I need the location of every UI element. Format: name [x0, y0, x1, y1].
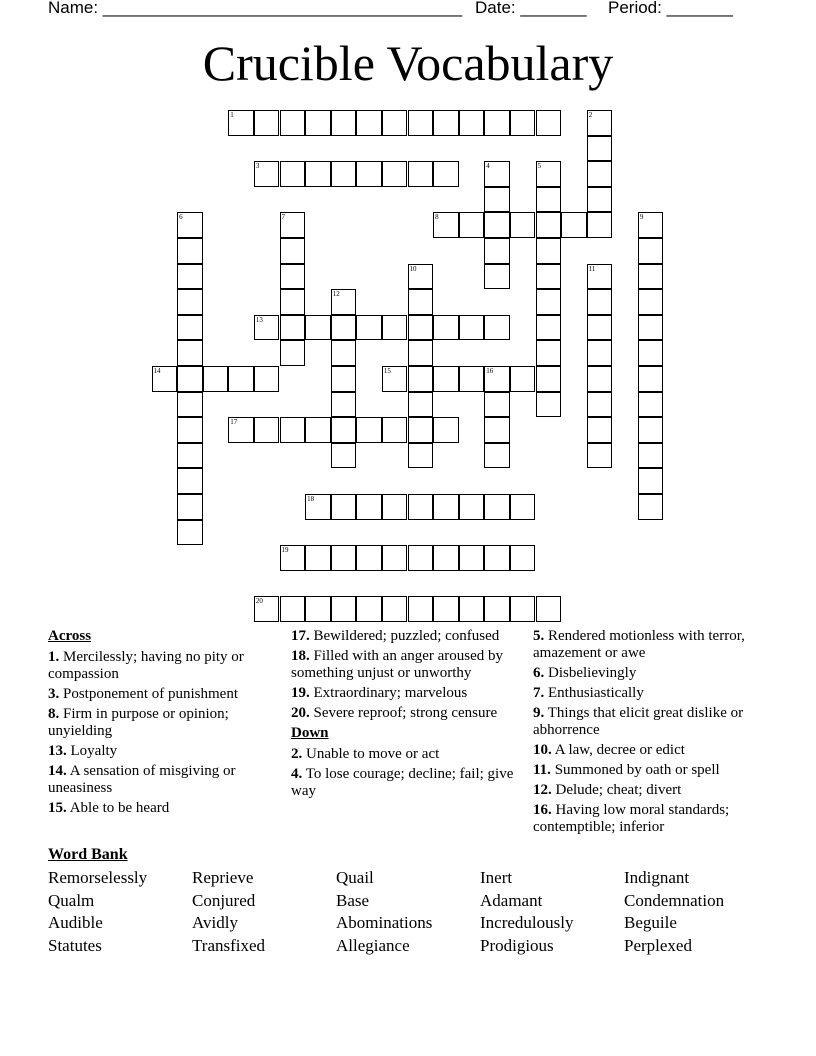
crossword-cell[interactable] — [484, 264, 510, 290]
clue-down-10: 10. A law, decree or edict — [533, 742, 685, 758]
crossword-cell[interactable] — [331, 392, 357, 418]
crossword-cell[interactable] — [356, 545, 382, 571]
crossword-cell[interactable] — [638, 366, 664, 392]
clue-across-20: 20. Severe reproof; strong censure — [291, 705, 498, 721]
crossword-cell[interactable] — [177, 340, 203, 366]
word-bank-word: Perplexed — [624, 936, 692, 955]
crossword-cell[interactable] — [305, 545, 331, 571]
crossword-cell[interactable] — [433, 494, 459, 520]
crossword-cell[interactable] — [484, 392, 510, 418]
crossword-cell[interactable] — [638, 315, 664, 341]
crossword-cell[interactable] — [484, 545, 510, 571]
crossword-cell[interactable] — [510, 110, 536, 136]
crossword-cell[interactable] — [177, 392, 203, 418]
clue-number: 9 — [639, 213, 644, 222]
crossword-cell[interactable] — [408, 596, 434, 622]
crossword-cell[interactable] — [638, 264, 664, 290]
crossword-cell[interactable] — [536, 315, 562, 341]
date-field[interactable]: Date: _______ — [475, 0, 587, 17]
crossword-cell[interactable] — [638, 417, 664, 443]
clue-across-8: 8. Firm in purpose or opinion; unyielding — [48, 706, 229, 739]
clue-across-1: 1. Mercilessly; having no pity or compassion — [48, 649, 244, 682]
crossword-cell[interactable] — [484, 366, 510, 392]
word-bank-word: Base — [336, 891, 370, 910]
crossword-cell[interactable] — [382, 110, 408, 136]
crossword-cell[interactable] — [331, 110, 357, 136]
crossword-cell[interactable] — [408, 545, 434, 571]
crossword-cell[interactable] — [587, 110, 613, 136]
clue-down-12: 12. Delude; cheat; divert — [533, 782, 682, 798]
crossword-cell[interactable] — [408, 315, 434, 341]
clue-number: 17 — [230, 418, 238, 427]
crossword-cell[interactable] — [305, 161, 331, 187]
clue-across-14: 14. A sensation of misgiving or uneasiness — [48, 763, 236, 796]
word-bank-word: Adamant — [480, 891, 543, 910]
clue-number: 11 — [588, 264, 596, 273]
clue-number: 3 — [255, 162, 260, 171]
clue-number: 18 — [307, 495, 315, 503]
crossword-cell[interactable] — [484, 315, 510, 341]
crossword-cell[interactable] — [638, 468, 664, 494]
crossword-cell[interactable] — [536, 392, 562, 418]
crossword-cell[interactable] — [433, 417, 459, 443]
clue-down-4: 4. To lose courage; decline; fail; give way — [291, 766, 514, 799]
crossword-cell[interactable] — [331, 596, 357, 622]
crossword-cell[interactable] — [280, 110, 306, 136]
crossword-cell[interactable] — [484, 161, 510, 187]
crossword-cell[interactable] — [587, 392, 613, 418]
crossword-cell[interactable] — [331, 443, 357, 469]
clue-down-2: 2. Unable to move or act — [291, 746, 440, 762]
crossword-cell[interactable] — [638, 238, 664, 264]
name-field[interactable]: Name: ______________________________________ — [48, 0, 463, 17]
crossword-cell[interactable] — [433, 545, 459, 571]
clue-number: 4 — [486, 162, 490, 171]
crossword-cell[interactable] — [587, 187, 613, 213]
clue-across-3: 3. Postponement of punishment — [48, 686, 238, 702]
crossword-cell[interactable] — [510, 212, 536, 238]
crossword-cell[interactable] — [484, 238, 510, 264]
crossword-cell[interactable] — [587, 340, 613, 366]
crossword-cell[interactable] — [587, 366, 613, 392]
crossword-cell[interactable] — [177, 417, 203, 443]
word-bank-title: Word Bank — [48, 846, 128, 863]
crossword-cell[interactable] — [228, 366, 254, 392]
crossword-cell[interactable] — [536, 212, 562, 238]
crossword-cell[interactable] — [536, 340, 562, 366]
word-bank-word: Indignant — [624, 868, 690, 887]
crossword-cell[interactable] — [254, 417, 280, 443]
clue-across-18: 18. Filled with an anger aroused by something unjust or unworthy — [291, 648, 504, 681]
crossword-cell[interactable] — [305, 417, 331, 443]
clue-number: 13 — [255, 315, 263, 324]
clue-number: 8 — [435, 213, 439, 222]
crossword-cell[interactable] — [280, 417, 306, 443]
crossword-cell[interactable] — [254, 161, 280, 187]
crossword-cell[interactable] — [459, 366, 485, 392]
crossword-cell[interactable] — [433, 212, 459, 238]
crossword-cell[interactable] — [408, 340, 434, 366]
word-bank-word: Avidly — [192, 913, 238, 932]
clue-number: 5 — [537, 162, 541, 171]
crossword-cell[interactable] — [280, 238, 306, 264]
crossword-cell[interactable] — [587, 161, 613, 187]
page-title: Crucible Vocabulary — [202, 35, 614, 91]
crossword-cell[interactable] — [382, 417, 408, 443]
word-bank-word: Reprieve — [192, 868, 254, 887]
crossword-cell[interactable] — [280, 212, 306, 238]
crossword-cell[interactable] — [382, 494, 408, 520]
crossword-cell[interactable] — [177, 494, 203, 520]
crossword-cell[interactable] — [331, 366, 357, 392]
crossword-cell[interactable] — [280, 315, 306, 341]
crossword-cell[interactable] — [382, 366, 408, 392]
clue-number: 10 — [409, 264, 417, 273]
crossword-cell[interactable] — [459, 545, 485, 571]
clue-across-13: 13. Loyalty — [48, 743, 118, 759]
crossword-cell[interactable] — [536, 161, 562, 187]
crossword-cell[interactable] — [408, 443, 434, 469]
crossword-cell[interactable] — [177, 212, 203, 238]
crossword-cell[interactable] — [536, 238, 562, 264]
clue-down-11: 11. Summoned by oath or spell — [533, 762, 720, 778]
word-bank-word: Remorselessly — [48, 868, 148, 887]
crossword-cell[interactable] — [177, 366, 203, 392]
clue-number: 16 — [486, 367, 494, 375]
crossword-cell[interactable] — [382, 161, 408, 187]
crossword-cell[interactable] — [638, 443, 664, 469]
crossword-cell[interactable] — [356, 596, 382, 622]
crossword-cell[interactable] — [510, 494, 536, 520]
crossword-cell[interactable] — [587, 212, 613, 238]
crossword-cell[interactable] — [305, 110, 331, 136]
word-bank-word: Quail — [336, 868, 374, 887]
clue-number: 7 — [281, 213, 285, 222]
crossword-cell[interactable] — [408, 289, 434, 315]
crossword-cell[interactable] — [638, 212, 664, 238]
crossword-cell[interactable] — [408, 366, 434, 392]
word-bank-word: Qualm — [48, 891, 95, 910]
crossword-cell[interactable] — [484, 417, 510, 443]
word-bank-word: Audible — [48, 913, 103, 932]
crossword-cell[interactable] — [331, 161, 357, 187]
crossword-cell[interactable] — [280, 289, 306, 315]
clue-down-9: 9. Things that elicit great dislike or abhorrence — [533, 705, 744, 738]
clue-column-2 — [291, 628, 523, 803]
crossword-cell[interactable] — [433, 110, 459, 136]
crossword-cell[interactable] — [484, 443, 510, 469]
crossword-cell[interactable] — [484, 494, 510, 520]
crossword-cell[interactable] — [536, 110, 562, 136]
crossword-cell[interactable] — [484, 596, 510, 622]
crossword-cell[interactable] — [280, 545, 306, 571]
crossword-cell[interactable] — [331, 545, 357, 571]
crossword-cell[interactable] — [177, 443, 203, 469]
crossword-cell[interactable] — [433, 366, 459, 392]
crossword-cell[interactable] — [433, 161, 459, 187]
crossword-cell[interactable] — [638, 392, 664, 418]
crossword-cell[interactable] — [356, 110, 382, 136]
clue-down-7: 7. Enthusiastically — [533, 685, 644, 701]
crossword-cell[interactable] — [177, 468, 203, 494]
crossword-cell[interactable] — [228, 110, 254, 136]
down-heading: Down — [291, 725, 329, 741]
crossword-cell[interactable] — [356, 161, 382, 187]
word-bank-word: Incredulously — [480, 913, 574, 932]
clue-number: 20 — [255, 597, 263, 606]
crossword-cell[interactable] — [459, 315, 485, 341]
crossword-cell[interactable] — [203, 366, 229, 392]
crossword-cell[interactable] — [510, 545, 536, 571]
word-bank-word: Inert — [480, 868, 513, 887]
crossword-cell[interactable] — [280, 596, 306, 622]
crossword-cell[interactable] — [510, 596, 536, 622]
crossword-cell[interactable] — [408, 494, 434, 520]
clue-across-17: 17. Bewildered; puzzled; confused — [291, 628, 500, 644]
crossword-cell[interactable] — [280, 161, 306, 187]
crossword-cell[interactable] — [408, 161, 434, 187]
word-bank-word: Prodigious — [480, 936, 554, 955]
crossword-cell[interactable] — [382, 545, 408, 571]
crossword-cell[interactable] — [536, 187, 562, 213]
clue-column-3 — [533, 628, 769, 839]
clue-number: 15 — [383, 367, 391, 375]
crossword-cell[interactable] — [459, 212, 485, 238]
crossword-cell[interactable] — [254, 110, 280, 136]
crossword-cell[interactable] — [459, 494, 485, 520]
word-bank-word: Abominations — [336, 913, 433, 932]
word-bank-word: Transfixed — [192, 936, 266, 955]
crossword-cell[interactable] — [587, 264, 613, 290]
clue-number: 19 — [281, 546, 289, 555]
period-field[interactable]: Period: _______ — [608, 0, 733, 17]
crossword-cell[interactable] — [254, 366, 280, 392]
crossword-cell[interactable] — [536, 264, 562, 290]
crossword-cell[interactable] — [228, 417, 254, 443]
crossword-cell[interactable] — [408, 392, 434, 418]
crossword-cell[interactable] — [408, 417, 434, 443]
crossword-cell[interactable] — [459, 596, 485, 622]
crossword-cell[interactable] — [382, 315, 408, 341]
crossword-cell[interactable] — [536, 366, 562, 392]
crossword-cell[interactable] — [484, 212, 510, 238]
crossword-cell[interactable] — [305, 596, 331, 622]
crossword-cell[interactable] — [331, 315, 357, 341]
clue-down-5: 5. Rendered motionless with terror, amazement or awe — [533, 628, 745, 661]
crossword-cell[interactable] — [280, 264, 306, 290]
crossword-cell[interactable] — [177, 238, 203, 264]
crossword-cell[interactable] — [177, 520, 203, 546]
crossword-cell[interactable] — [305, 494, 331, 520]
crossword-cell[interactable] — [587, 443, 613, 469]
crossword-cell[interactable] — [587, 136, 613, 162]
word-bank-word: Beguile — [624, 913, 677, 932]
crossword-cell[interactable] — [331, 494, 357, 520]
crossword-cell[interactable] — [254, 596, 280, 622]
word-bank-word: Statutes — [48, 936, 102, 955]
clue-column-1 — [48, 628, 278, 820]
crossword-cell[interactable] — [536, 289, 562, 315]
crossword-cell[interactable] — [408, 264, 434, 290]
crossword-cell[interactable] — [280, 340, 306, 366]
crossword-cell[interactable] — [305, 315, 331, 341]
crossword-cell[interactable] — [587, 315, 613, 341]
across-heading: Across — [48, 628, 92, 644]
crossword-cell[interactable] — [536, 596, 562, 622]
crossword-cell[interactable] — [484, 187, 510, 213]
clue-number: 1 — [230, 111, 234, 119]
crossword-cell[interactable] — [638, 340, 664, 366]
crossword-cell[interactable] — [408, 110, 434, 136]
crossword-cell[interactable] — [331, 417, 357, 443]
crossword-cell[interactable] — [177, 315, 203, 341]
crossword-cell[interactable] — [638, 494, 664, 520]
clue-down-16: 16. Having low moral standards; contemptible; inferior — [533, 802, 730, 835]
crossword-cell[interactable] — [331, 340, 357, 366]
crossword-cell[interactable] — [382, 596, 408, 622]
crossword-cell[interactable] — [356, 315, 382, 341]
crossword-cell[interactable] — [177, 289, 203, 315]
crossword-cell[interactable] — [510, 366, 536, 392]
crossword-cell[interactable] — [254, 315, 280, 341]
crossword-cell[interactable] — [331, 289, 357, 315]
clue-across-19: 19. Extraordinary; marvelous — [291, 685, 468, 701]
crossword-cell[interactable] — [459, 110, 485, 136]
crossword-cell[interactable] — [356, 494, 382, 520]
crossword-cell[interactable] — [587, 417, 613, 443]
clue-number: 6 — [179, 213, 183, 222]
clue-down-6: 6. Disbelievingly — [533, 665, 637, 681]
crossword-cell[interactable] — [561, 212, 587, 238]
clue-number: 12 — [332, 290, 340, 299]
word-bank-word: Condemnation — [624, 891, 725, 910]
clue-number: 14 — [153, 367, 161, 375]
word-bank-word: Allegiance — [336, 936, 410, 955]
crossword-cell[interactable] — [638, 289, 664, 315]
crossword-cell[interactable] — [587, 289, 613, 315]
clue-number: 2 — [588, 111, 593, 119]
crossword-cell[interactable] — [433, 315, 459, 341]
crossword-cell[interactable] — [433, 596, 459, 622]
clue-across-15: 15. Able to be heard — [48, 800, 170, 816]
crossword-cell[interactable] — [356, 417, 382, 443]
crossword-cell[interactable] — [177, 264, 203, 290]
word-bank-word: Conjured — [192, 891, 256, 910]
crossword-cell[interactable] — [152, 366, 178, 392]
crossword-cell[interactable] — [484, 110, 510, 136]
